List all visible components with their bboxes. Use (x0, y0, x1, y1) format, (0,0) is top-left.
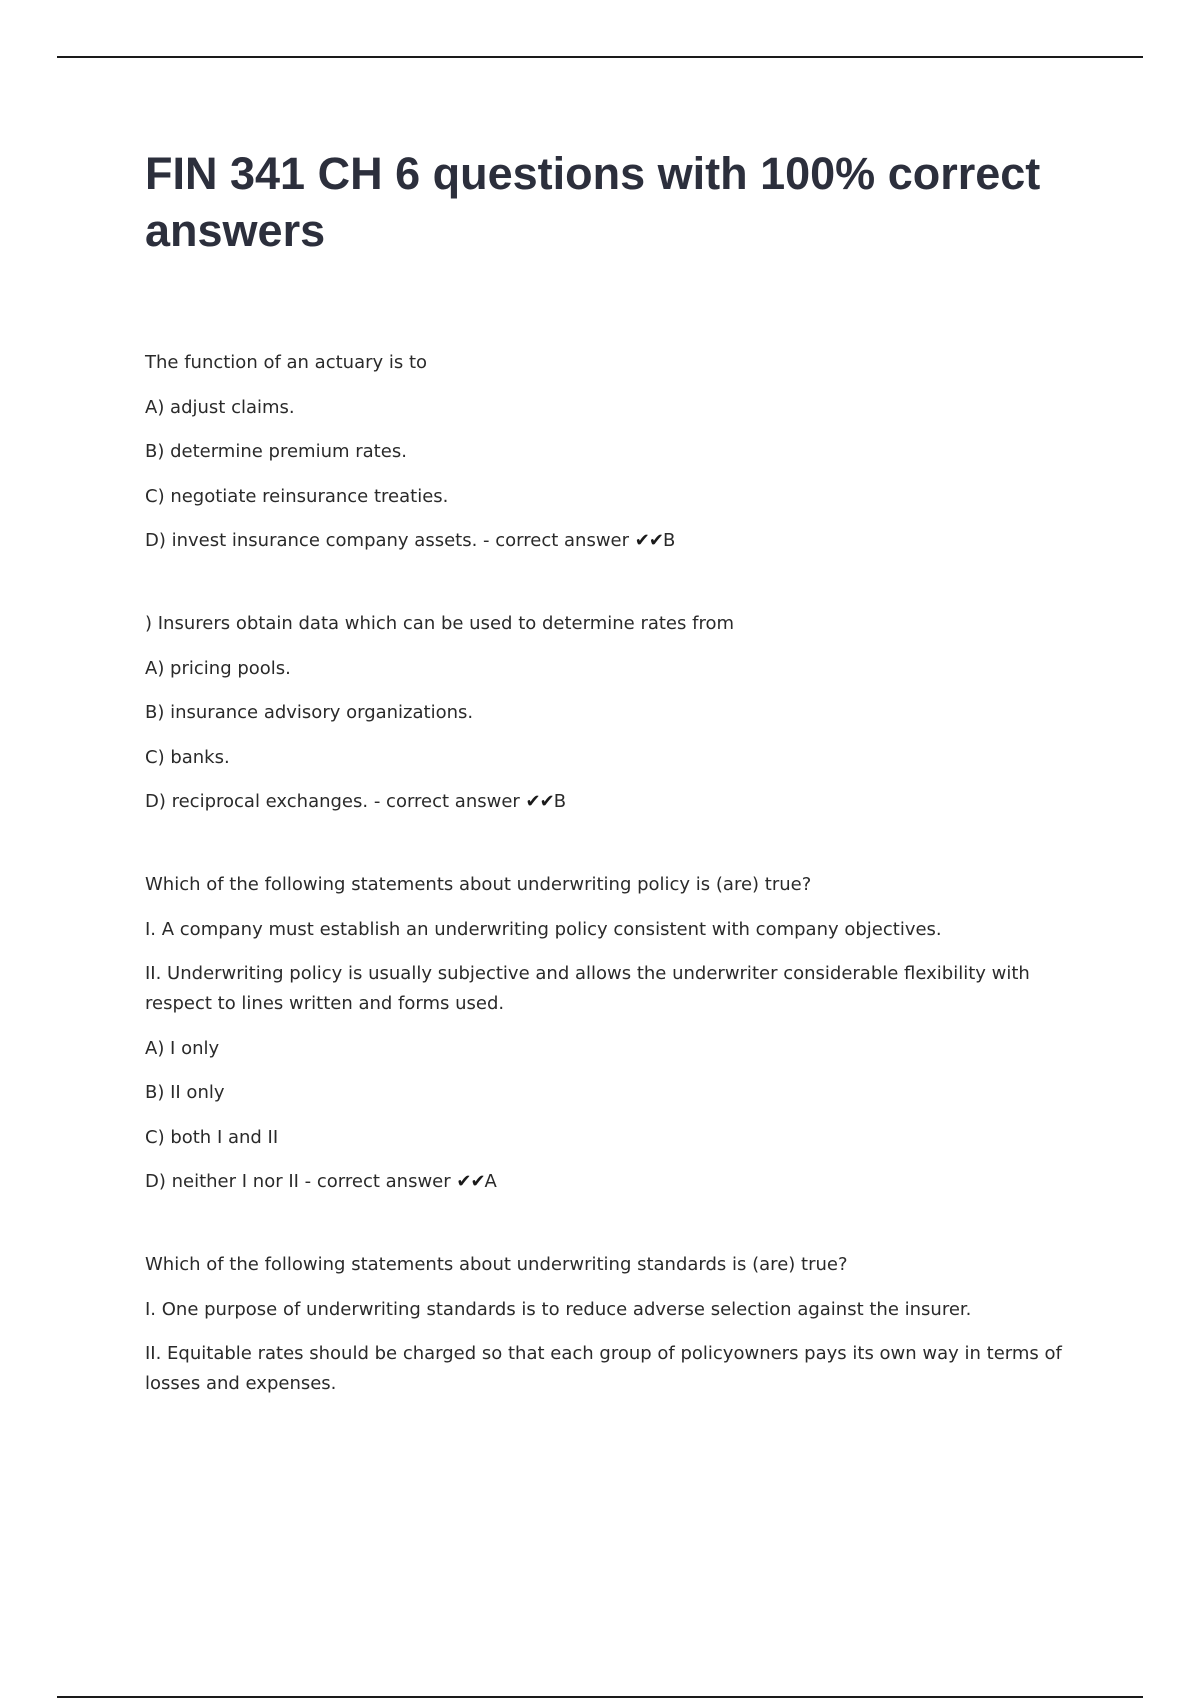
top-rule (57, 56, 1143, 58)
check-marks-icon: ✔✔ (634, 530, 663, 551)
answer-option-b: B) II only (145, 1082, 225, 1103)
answer-option-a: A) pricing pools. (145, 657, 291, 679)
question-stem: ) Insurers obtain data which can be used to determine rates from (145, 613, 734, 634)
bottom-rule (57, 1696, 1143, 1698)
answer-option-b: B) insurance advisory organizations. (145, 702, 474, 723)
answer-option-b: B) determine premium rates. (145, 441, 407, 462)
answer-option-a: A) I only (145, 1037, 220, 1059)
check-marks-icon: ✔✔ (525, 791, 554, 812)
check-marks-icon: ✔✔ (456, 1171, 485, 1192)
answer-option-c: C) banks. (145, 746, 230, 768)
question-stem: The function of an actuary is to (145, 352, 428, 373)
option-d-text: D) invest insurance company assets. - correct answer (145, 530, 630, 551)
question-block-2 (145, 609, 1065, 817)
statement-i: I. One purpose of underwriting standards is to reduce adverse selection against the insurer. (145, 1298, 972, 1320)
correct-answer-letter: A (484, 1171, 497, 1192)
question-stem: Which of the following statements about underwriting policy is (are) true? (145, 874, 812, 895)
correct-answer-letter: B (662, 530, 676, 551)
answer-option-a: A) adjust claims. (145, 396, 295, 418)
statement-ii: II. Underwriting policy is usually subjective and allows the underwriter considerable flexibility with respect to lines written and forms used. (145, 963, 1030, 1014)
question-stem: Which of the following statements about underwriting standards is (are) true? (145, 1254, 848, 1275)
correct-answer-letter: B (553, 791, 567, 812)
statement-ii: II. Equitable rates should be charged so that each group of policyowners pays its own way in terms of losses and expenses. (145, 1343, 1062, 1394)
answer-option-d (145, 526, 1065, 556)
question-block-1 (145, 348, 1065, 556)
question-block-4 (145, 1250, 1065, 1399)
option-d-text: D) reciprocal exchanges. - correct answer (145, 791, 520, 812)
answer-option-c: C) both I and II (145, 1126, 279, 1148)
document-title: FIN 341 CH 6 questions with 100% correct answers (145, 148, 1041, 256)
answer-option-c: C) negotiate reinsurance treaties. (145, 485, 449, 507)
statement-i: I. A company must establish an underwriting policy consistent with company objectives. (145, 918, 942, 940)
answer-option-d (145, 787, 1065, 817)
question-block-3 (145, 870, 1065, 1197)
document-body (145, 348, 1065, 1452)
answer-option-d (145, 1167, 1065, 1197)
option-d-text: D) neither I nor II - correct answer (145, 1171, 451, 1192)
